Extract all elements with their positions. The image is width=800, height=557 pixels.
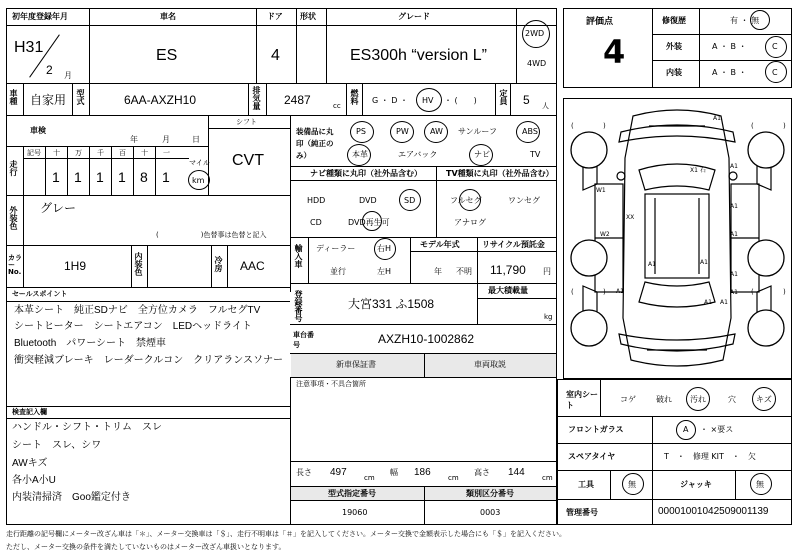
width-label: 幅 (390, 468, 398, 477)
doors-label: ドア (267, 12, 283, 21)
capacity-value: 5 (523, 93, 530, 107)
interior-seat-label: 室内シート (566, 390, 598, 410)
equip-item: エアバック (398, 150, 438, 159)
navi-hdd: HDD (307, 196, 326, 205)
shaken-year-unit: 年 (130, 135, 138, 144)
mileage-digit: 8 (140, 169, 148, 185)
svg-text:(: ( (751, 122, 754, 130)
equip-item: PW (396, 127, 409, 136)
mileage-digit: 1 (52, 169, 60, 185)
aircon-label: 冷房 (214, 256, 223, 272)
tv-analog: アナログ (454, 218, 486, 227)
navi-cd: CD (310, 218, 322, 227)
tools-value: 無 (628, 480, 636, 489)
color-note: ( )色替事は色替と記入 (156, 231, 267, 239)
mileage-head: 千 (97, 149, 104, 157)
import-label: 輸入車 (294, 244, 303, 268)
height-value: 144 (508, 467, 525, 478)
length-value: 497 (330, 467, 347, 478)
equip-item: TV (530, 150, 541, 159)
notes-label: 注意事項・不具合箇所 (296, 380, 366, 388)
interior-label: 内装 (666, 68, 682, 77)
grade-value: ES300h “version L” (350, 47, 487, 64)
recycle-label: リサイクル預託金 (482, 240, 545, 249)
exterior-selected: C (772, 42, 778, 51)
damage-mark: XX (626, 214, 635, 221)
exterior-options: A ・ B ・ (712, 42, 747, 51)
damage-mark: A1 (713, 115, 721, 122)
mgmt-value: 000010010425090011​39 (658, 506, 769, 517)
wheel-rear-left (571, 310, 607, 346)
model-value: 6AA-AXZH10 (124, 93, 197, 107)
equipment-label: 装備品に丸印（純正のみ） (296, 127, 334, 160)
repair-label: 修復歴 (662, 16, 686, 25)
front-glass-rest: ・ ×要ス (700, 425, 734, 434)
import-dealer: ディーラー (316, 244, 356, 253)
fuel-label: 燃料 (350, 89, 359, 105)
capacity-unit: 人 (542, 102, 549, 110)
mileage-digit: 1 (162, 169, 170, 185)
equip-item: ナビ (474, 150, 490, 159)
damage-mark: A1 (730, 231, 738, 238)
registration-label: 登録番号 (294, 290, 303, 322)
model-year-label: モデル年式 (420, 240, 460, 249)
damage-mark: X1 (690, 167, 698, 174)
sales-point-line-2: シートヒーター シートエアコン LEDヘッドライト (14, 321, 252, 332)
jack-value: 無 (756, 480, 764, 489)
inspector-line-1: ハンドル・シフト・トリム スレ (12, 422, 162, 433)
shape-label: 形状 (300, 12, 316, 21)
wheel-front-left (571, 132, 607, 168)
manual-label: 車両取説 (474, 360, 506, 369)
inspector-line-5: 内装清掃済 Goo鑑定付き (12, 492, 131, 503)
damage-mark: A1 (700, 259, 708, 266)
interior-color-label: 内装色 (134, 252, 143, 276)
first-reg-year: H31 (14, 39, 44, 56)
exterior-c-circle (765, 36, 787, 58)
front-bumper (619, 125, 735, 142)
capacity-label: 定員 (499, 89, 508, 105)
exterior-label: 外装 (666, 42, 682, 51)
first-reg-month: 2 (46, 63, 53, 77)
length-unit: cm (364, 474, 375, 482)
svg-text:(: ( (571, 122, 574, 130)
tv-fullseg: フルセグ (450, 196, 482, 205)
inspector-label: 検査記入欄 (12, 408, 47, 416)
inspector-line-4: 各小A小U (12, 475, 56, 486)
seat-option-tear: 破れ (656, 395, 672, 404)
doors-value: 4 (271, 47, 280, 64)
interior-c-circle (765, 61, 787, 83)
shaken-month-unit: 月 (162, 135, 170, 144)
mgmt-label: 管理番号 (566, 508, 598, 517)
mileage-head: 一 (163, 149, 170, 157)
seat-option-dirt: 汚れ (690, 395, 706, 404)
mile-label: マイル (189, 159, 210, 167)
mileage-head: 百 (119, 149, 126, 157)
wheel-rear-right (748, 310, 784, 346)
wheel-mid-right (748, 240, 784, 276)
damage-mark: A1 (730, 289, 738, 296)
color-label: 外装色 (9, 206, 18, 230)
sales-point-line-4: 衝突軽減ブレーキ レーダークルコン クリアランスソナー (14, 355, 283, 366)
handle-left: 左H (377, 267, 392, 276)
category-value: 0003 (480, 508, 501, 517)
drive-4wd: 4WD (527, 59, 547, 68)
svg-text:): ) (603, 122, 606, 130)
svg-text:): ) (783, 122, 786, 130)
jack-label: ジャッキ (680, 480, 712, 489)
color-value: グレー (40, 201, 77, 215)
use-label: 車種 (9, 89, 18, 105)
length-label: 長さ (296, 468, 312, 477)
type-cert-label: 型式指定番号 (328, 489, 376, 498)
seat-option-scratch: キズ (756, 395, 772, 404)
displacement-label: 排気量 (252, 86, 261, 110)
svg-text:): ) (783, 288, 786, 296)
equip-item: 本革 (352, 150, 368, 159)
shift-label: シフト (236, 118, 257, 126)
chassis-value: AXZH10-1002862 (378, 332, 475, 346)
car-body-outline (623, 110, 731, 366)
score-value: 4 (603, 33, 626, 71)
front-glass-a: A (683, 425, 689, 434)
mileage-head: 十 (141, 149, 148, 157)
displacement-value: 2487 (284, 93, 311, 107)
model-label: 型式 (76, 89, 85, 105)
registration-value: 大宮331 ふ1508 (348, 297, 435, 311)
navi-dvd: DVD (359, 196, 377, 205)
shaken-label: 車検 (30, 126, 46, 135)
tv-title: TV種類に丸印（社外品含む） (446, 169, 554, 178)
recycle-value: 11,790 (490, 263, 526, 277)
navi-title: ナビ種類に丸印（社外品含む） (310, 169, 422, 178)
mileage-head: 十 (53, 149, 60, 157)
car-diagram (563, 98, 792, 379)
color-code-label: カラーNo. (8, 254, 22, 276)
equip-item: AW (430, 127, 443, 136)
interior-options: A ・ B ・ (712, 68, 747, 77)
damage-mark: A1 (648, 261, 656, 268)
equip-item: サンルーフ (458, 127, 497, 136)
warranty-label: 新車保証書 (336, 360, 376, 369)
damage-mark: W2 (600, 231, 610, 238)
tools-label: 工具 (578, 480, 594, 489)
navi-dvd-play-circle (362, 211, 382, 231)
svg-text:(: ( (571, 288, 574, 296)
model-year-unit: 年 (434, 267, 442, 276)
category-label: 類別区分番号 (466, 489, 514, 498)
wheel-mid-left (571, 240, 607, 276)
svg-text:): ) (603, 288, 606, 296)
mileage-label: 走行 (9, 160, 18, 176)
mileage-digit: 1 (74, 169, 82, 185)
max-load-label: 最大積載量 (488, 286, 528, 295)
inspector-line-2: シート スレ、シワ (12, 440, 102, 451)
equip-item: PS (356, 127, 366, 136)
color-code-value: 1H9 (64, 259, 87, 273)
damage-mark: A1 (730, 163, 738, 170)
aircon-value: AAC (240, 259, 265, 273)
spare-tire-options: T ・ 修理 KIT ・ 欠 (664, 452, 756, 461)
navi-dvd-play: DVD再生可 (348, 218, 390, 227)
navi-sd: SD (404, 196, 416, 205)
seat-option-burn: コゲ (620, 395, 636, 404)
first-reg-label: 初年度登録年月 (12, 12, 68, 21)
shift-value: CVT (232, 152, 264, 169)
tv-oneseg: ワンセグ (508, 196, 540, 205)
use-value: 自家用 (30, 93, 67, 107)
km-label: km (192, 176, 205, 185)
interior-selected: C (772, 68, 778, 77)
damage-mark: 石 (700, 167, 707, 174)
drive-2wd: 2WD (525, 29, 545, 38)
rear-bumper (619, 334, 735, 351)
month-unit: 月 (64, 71, 72, 80)
damage-mark: W1 (596, 187, 606, 194)
handle-right: 右H (377, 244, 392, 253)
mileage-head: 万 (75, 149, 82, 157)
grade-label: グレード (398, 12, 430, 21)
max-load-unit: kg (544, 313, 553, 321)
footer-line-1: 走行距離の記号欄にメーター改ざん車は「＊」、メーター交換車は「＄」、走行不明車は「＃」を記入してください。メーター交換で金額表示した場合にも「＄」を記入ください。 (6, 530, 566, 538)
type-cert-value: 19060 (342, 508, 368, 517)
svg-text:(: ( (751, 288, 754, 296)
spare-tire-label: スペアタイヤ (568, 452, 616, 461)
fuel-options: G ・ D ・ (372, 96, 408, 105)
repair-none-circle (750, 10, 770, 30)
damage-mark: A1 (720, 299, 728, 306)
model-year-value: 不明 (456, 267, 472, 276)
fuel-selected: HV (422, 96, 434, 105)
damage-mark: A1 (730, 271, 738, 278)
damage-mark: A1 (616, 288, 624, 295)
displacement-unit: cc (333, 102, 341, 110)
score-label: 評価点 (586, 17, 614, 27)
sales-points-label: セールスポイント (12, 290, 68, 298)
width-value: 186 (414, 467, 431, 478)
seat-option-hole: 穴 (728, 395, 736, 404)
recycle-unit: 円 (543, 267, 551, 276)
mileage-digit: 1 (96, 169, 104, 185)
chassis-label: 車台番号 (293, 331, 314, 349)
height-label: 高さ (474, 468, 490, 477)
fuel-other: ・ ( ) (444, 96, 477, 105)
front-glass-label: フロントガラス (568, 425, 624, 434)
car-name-label: 車名 (160, 12, 176, 21)
repair-options: 有 ・ 無 (730, 16, 760, 25)
sales-point-line-3: Bluetooth パワーシート 禁煙車 (14, 338, 167, 349)
footer-line-2: ただし、メーター交換の条件を満たしていないものはメーター改ざん車扱いとなります。 (6, 543, 286, 551)
equip-item: ABS (522, 127, 538, 136)
damage-mark: A1 (704, 299, 712, 306)
import-parallel: 並行 (330, 267, 346, 276)
mileage-head: 記号 (27, 149, 41, 157)
height-unit: cm (542, 474, 553, 482)
shaken-day-unit: 日 (192, 135, 200, 144)
damage-mark: A1 (730, 203, 738, 210)
width-unit: cm (448, 474, 459, 482)
inspector-line-3: AWキズ (12, 458, 48, 469)
mileage-digit: 1 (118, 169, 126, 185)
car-name-value: ES (156, 47, 178, 64)
wheel-front-right (748, 132, 784, 168)
sales-point-line-1: 本革シート 純正SDナビ 全方位カメラ フルセグTV (14, 305, 261, 316)
